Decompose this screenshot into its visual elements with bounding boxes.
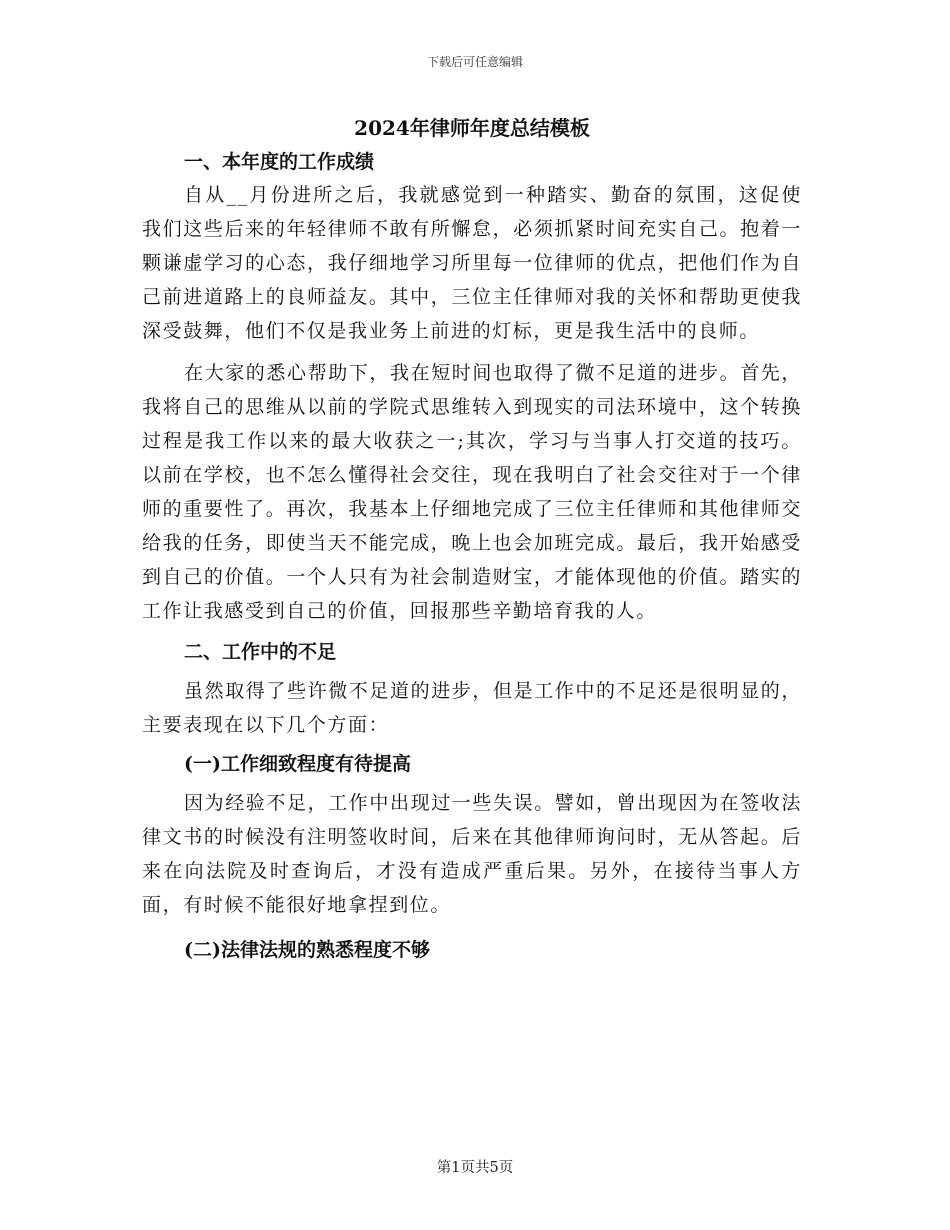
- document-title: 2024年律师年度总结模板: [354, 116, 590, 140]
- page-number: 第1页共5页: [436, 1160, 514, 1176]
- document-body: [142, 114, 802, 966]
- paragraph: 在大家的悉心帮助下，我在短时间也取得了微不足道的进步。首先，我将自己的思维从以前的学院式思维转入到现实的司法环境中，这个转换过程是我工作以来的最大收获之一;其次，学习与当事人打交道的技巧。以前在学校，也不怎么懂得社会交往，现在我明白了社会交往对于一个律师的重要性了。再次，我基本上仔细地完成了三位主任律师和其他律师交给我的任务，即使当天不能完成，晚上也会加班完成。最后，我开始感受到自己的价值。一个人只有为社会制造财宝，才能体现他的价值。踏实的工作让我感受到自己的价值，回报那些辛勤培育我的人。: [142, 362, 803, 622]
- section-heading-achievements: 一、本年度的工作成绩: [184, 151, 375, 173]
- section-heading-shortcomings: 二、工作中的不足: [184, 641, 337, 663]
- paragraph: 自从__月份进所之后，我就感觉到一种踏实、勤奋的氛围，这促使我们这些后来的年轻律师不敢有所懈怠，必须抓紧时间充实自己。抱着一颗谦虚学习的心态，我仔细地学习所里每一位律师的优点，把他们作为自己前进道路上的良师益友。其中，三位主任律师对我的关怀和帮助更使我深受鼓舞，他们不仅是我业务上前进的灯标，更是我生活中的良师。: [142, 184, 802, 342]
- paragraph: 因为经验不足，工作中出现过一些失误。譬如，曾出现因为在签收法律文书的时候没有注明签收时间，后来在其他律师询问时，无从答起。后来在向法院及时查询后，才没有造成严重后果。另外，在接待当事人方面，有时候不能很好地拿捏到位。: [142, 792, 803, 916]
- subsection-heading-law-familiarity: (二)法律法规的熟悉程度不够: [184, 939, 430, 961]
- paragraph: 虽然取得了些许微不足道的进步，但是工作中的不足还是很明显的，主要表现在以下几个方面：: [142, 680, 803, 736]
- page-header-note: 下载后可任意编辑: [426, 55, 523, 69]
- subsection-heading-work-detail: (一)工作细致程度有待提高: [184, 753, 411, 775]
